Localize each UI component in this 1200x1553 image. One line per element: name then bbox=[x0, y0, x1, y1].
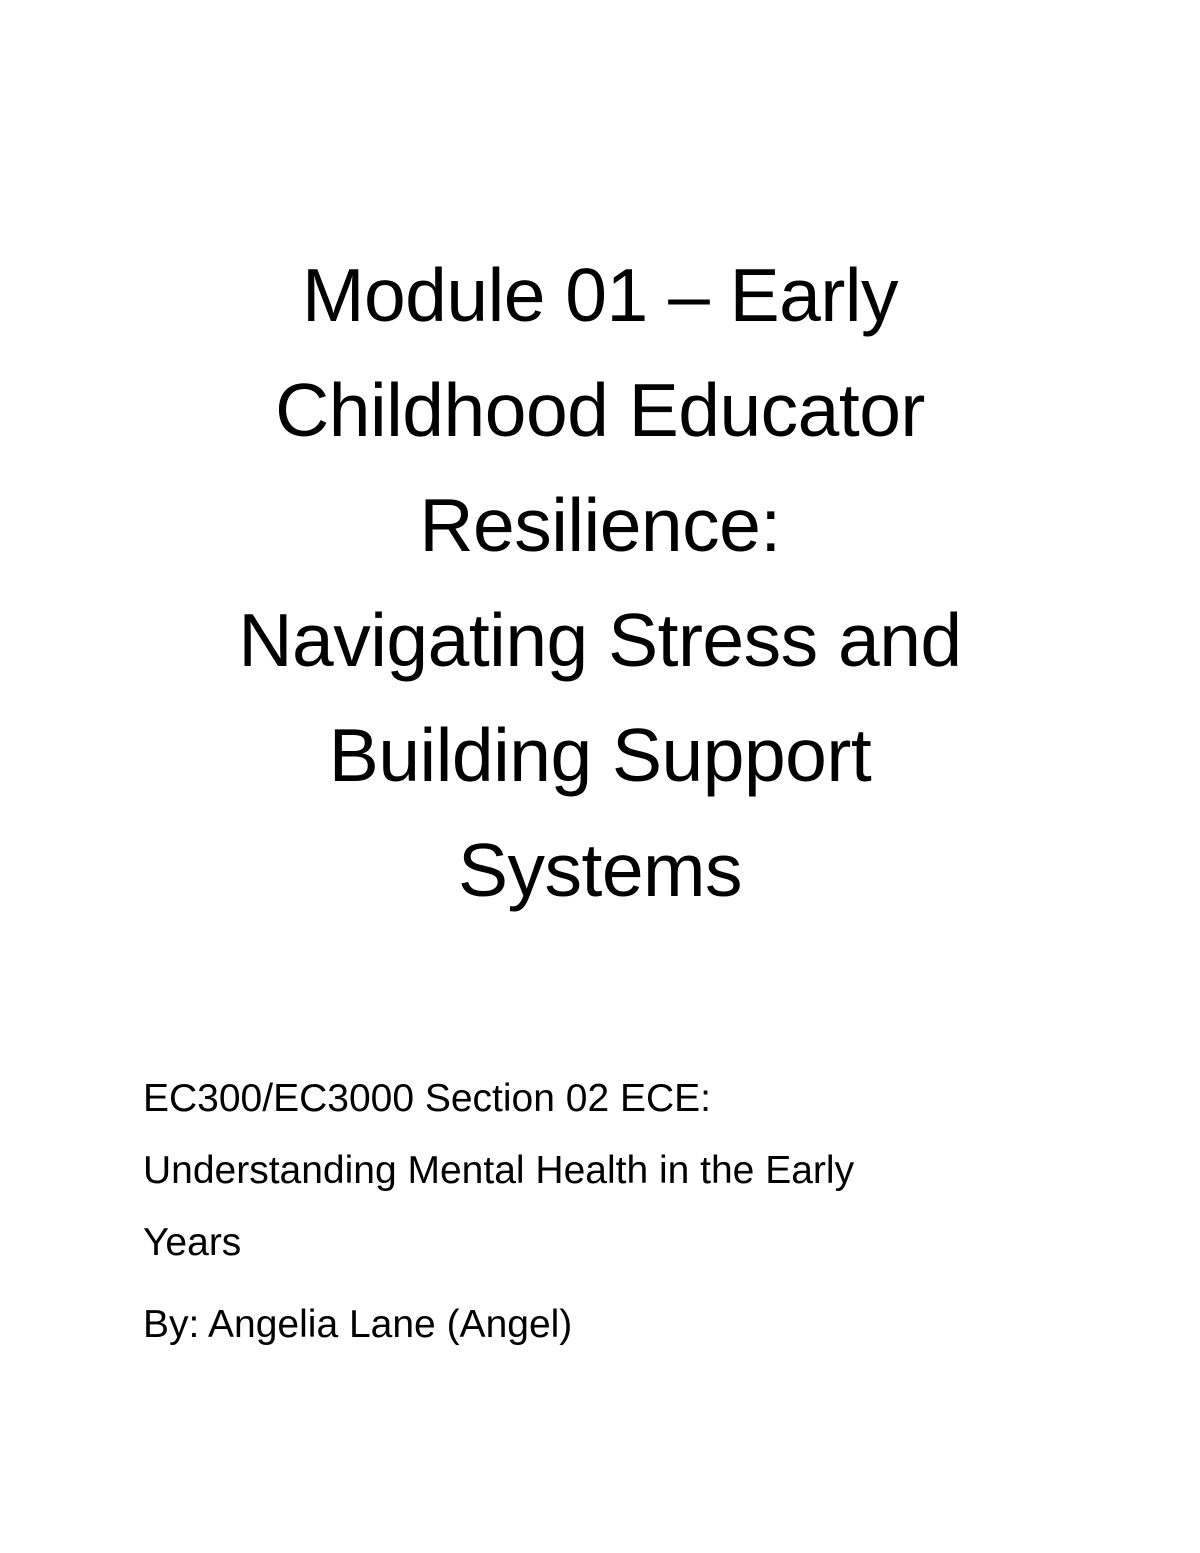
course-line: Understanding Mental Health in the Early bbox=[143, 1149, 855, 1192]
title-line: Navigating Stress and bbox=[238, 598, 962, 682]
course-line: EC300/EC3000 Section 02 ECE: bbox=[143, 1077, 712, 1120]
title-line: Childhood Educator bbox=[275, 368, 925, 452]
document-title bbox=[150, 238, 1050, 928]
title-line: Resilience: bbox=[419, 483, 781, 567]
title-line: Module 01 – Early bbox=[301, 253, 898, 337]
author-byline: By: Angelia Lane (Angel) bbox=[143, 1303, 573, 1346]
course-info bbox=[143, 1063, 1063, 1279]
title-line: Building Support bbox=[328, 713, 872, 797]
title-line: Systems bbox=[457, 828, 743, 912]
course-line: Years bbox=[143, 1221, 242, 1264]
